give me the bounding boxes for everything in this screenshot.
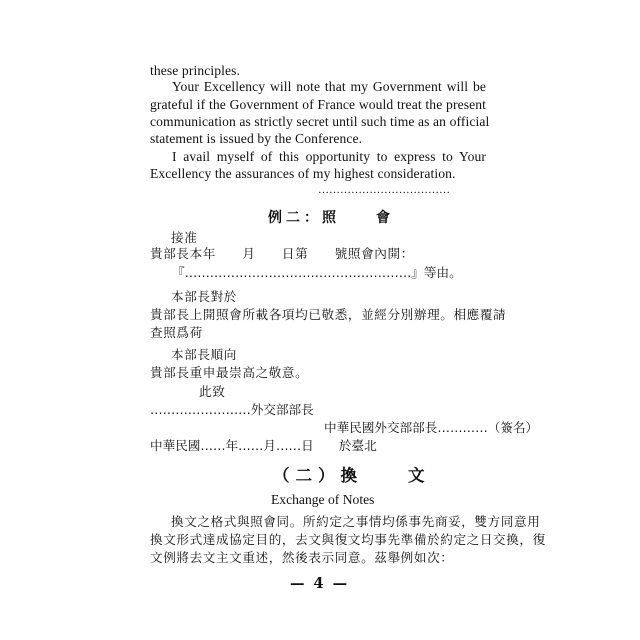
example-2-line-3: 『………………………………………………』等由。 bbox=[172, 265, 462, 280]
example-2-heading: 例二：照 會 bbox=[268, 210, 394, 226]
english-line-6: I avail myself of this opportunity to express to Your bbox=[172, 149, 486, 164]
section-title: （二）換 文 bbox=[273, 466, 431, 485]
section-line-1: 換文之格式與照會同。所約定之事情均係事先商妥，雙方同意用 bbox=[171, 514, 541, 529]
english-line-2: Your Excellency will note that my Government will be bbox=[172, 79, 486, 94]
example-2-line-8: 貴部長重申最崇高之敬意。 bbox=[150, 365, 309, 380]
page-number: — 4 — bbox=[290, 575, 350, 592]
section-line-3: 文例將去文主文重述，然後表示同意。茲舉例如次： bbox=[150, 550, 454, 565]
english-line-7: Excellency the assurances of my highest consideration. bbox=[150, 166, 456, 181]
example-2-closing: 此致 bbox=[199, 384, 226, 399]
english-line-1: these principles. bbox=[150, 63, 241, 78]
section-subtitle: Exchange of Notes bbox=[271, 492, 375, 507]
example-2-line-7: 本部長順向 bbox=[171, 347, 237, 362]
example-2-date-line: 中華民國……年……月……日 於臺北 bbox=[150, 438, 377, 453]
section-line-2: 換文形式達成協定目的，去文與復文均事先準備於約定之日交換，復 bbox=[150, 532, 546, 547]
english-line-5: statement is issued by the Conference. bbox=[150, 131, 363, 146]
example-2-line-5: 貴部長上開照會所載各項均已敬悉，並經分別辦理。相應覆請 bbox=[150, 307, 507, 322]
signature-dotted-line: ……………………………… bbox=[318, 184, 450, 196]
english-line-4: communication as strictly secret until such time as an official bbox=[150, 114, 490, 129]
english-line-3: grateful if the Government of France would treat the present bbox=[150, 97, 486, 112]
example-2-line-2: 貴部長本年 月 日第 號照會內開： bbox=[150, 246, 414, 261]
example-2-line-4: 本部長對於 bbox=[171, 289, 237, 304]
example-2-line-1: 接准 bbox=[171, 230, 198, 245]
example-2-addressee: ……………………外交部部長 bbox=[150, 402, 314, 417]
example-2-line-6: 查照爲荷 bbox=[150, 325, 203, 340]
example-2-signature: 中華民國外交部部長…………（簽名） bbox=[324, 420, 539, 435]
